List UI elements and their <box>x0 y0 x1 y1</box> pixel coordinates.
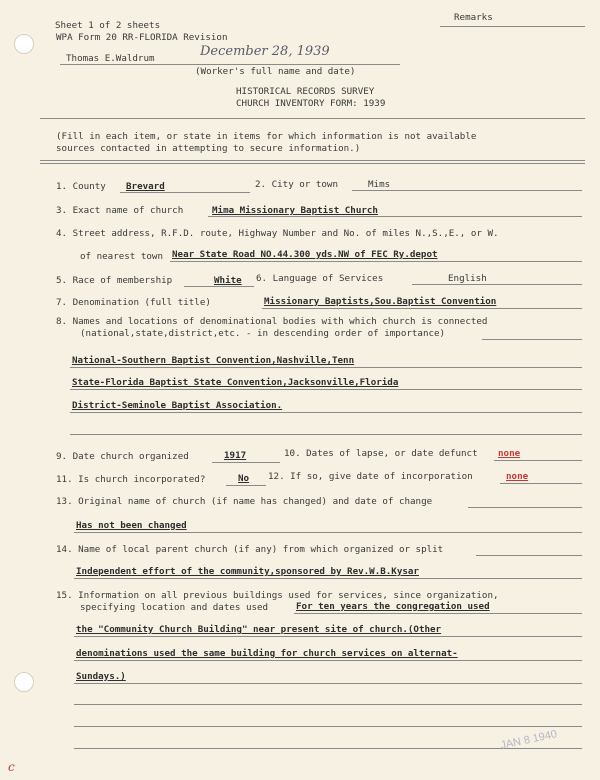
item-8-rule-4 <box>70 434 582 435</box>
sheet-number: Sheet 1 of 2 sheets <box>55 20 161 31</box>
item-2-rule <box>352 190 582 191</box>
item-2-value: Mims <box>368 179 391 190</box>
item-15-rule-3 <box>74 683 582 684</box>
item-15-value-line4: Sundays.) <box>76 671 126 682</box>
item-13-label: 13. Original name of church (if name has changed) and date of change <box>56 496 433 507</box>
item-15-rule-4 <box>74 704 582 705</box>
item-7-rule <box>262 308 582 309</box>
item-4-rule <box>170 261 582 262</box>
corner-pencil-mark: c <box>8 760 15 774</box>
item-6-value: English <box>448 273 487 284</box>
item-15-rule-2 <box>74 660 582 661</box>
item-3-value: Mima Missionary Baptist Church <box>212 205 378 216</box>
item-8-label-continued: (national,state,district,etc. - in descending order of importance) <box>80 328 446 339</box>
item-11-rule <box>226 485 266 486</box>
item-6-label: 6. Language of Services <box>256 273 384 284</box>
item-7-value: Missionary Baptists,Sou.Baptist Convention <box>264 296 497 307</box>
item-7-label: 7. Denomination (full title) <box>56 297 211 308</box>
item-13-value: Has not been changed <box>76 520 187 531</box>
item-8-rule-0 <box>482 339 582 340</box>
item-15-value-line2: the "Community Church Building" near present site of church.(Other <box>76 624 442 635</box>
item-15-value-line3: denominations used the same building for church services on alternat- <box>76 648 458 659</box>
item-12-value: none <box>506 471 529 482</box>
remarks-heading: Remarks <box>454 12 493 23</box>
item-10-value: none <box>498 448 521 459</box>
item-2-label: 2. City or town <box>255 179 338 190</box>
item-15-rule-1 <box>74 636 582 637</box>
item-5-rule <box>184 286 254 287</box>
form-title-line2: CHURCH INVENTORY FORM: 1939 <box>236 98 386 109</box>
item-8-rule-3 <box>70 412 582 413</box>
worker-caption: (Worker's full name and date) <box>195 66 356 77</box>
item-1-value: Brevard <box>126 181 165 192</box>
item-10-label: 10. Dates of lapse, or date defunct <box>284 448 478 459</box>
item-1-rule <box>120 192 250 193</box>
instructions-line2: sources contacted in attempting to secure information.) <box>56 143 361 154</box>
item-8-value-district: District-Seminole Baptist Association. <box>72 400 283 411</box>
item-6-rule <box>412 284 582 285</box>
item-8-rule-2 <box>70 389 582 390</box>
item-3-rule <box>208 216 582 217</box>
punch-hole-bottom <box>14 672 34 692</box>
item-4-value: Near State Road NO.44.300 yds.NW of FEC Ry.depot <box>172 249 438 260</box>
section-divider <box>40 160 585 164</box>
item-8-rule-1 <box>70 367 582 368</box>
instructions-line1: (Fill in each item, or state in items for which information is not available <box>56 131 477 142</box>
item-4-label: 4. Street address, R.F.D. route, Highway Number and No. of miles N.,S.,E., or W. <box>56 228 499 239</box>
item-14-label: 14. Name of local parent church (if any) from which organized or split <box>56 544 444 555</box>
item-11-label: 11. Is church incorporated? <box>56 474 206 485</box>
item-8-value-national: National-Southern Baptist Convention,Nashville,Tenn <box>72 355 355 366</box>
item-14-rule-0 <box>476 555 582 556</box>
item-12-rule <box>500 483 582 484</box>
item-5-value: White <box>214 275 242 286</box>
item-13-rule-0 <box>468 507 582 508</box>
item-8-value-state: State-Florida Baptist State Convention,Jacksonville,Florida <box>72 377 399 388</box>
item-10-rule <box>494 460 582 461</box>
item-15-label: 15. Information on all previous buildings used for services, since organization, <box>56 590 499 601</box>
item-15-label-continued: specifying location and dates used <box>80 602 269 613</box>
form-title-line1: HISTORICAL RECORDS SURVEY <box>236 86 375 97</box>
item-4-label-continued: of nearest town <box>80 251 163 262</box>
item-12-label: 12. If so, give date of incorporation <box>268 471 473 482</box>
item-8-label: 8. Names and locations of denominational bodies with which church is connected <box>56 316 488 327</box>
item-14-value: Independent effort of the community,sponsored by Rev.W.B.Kysar <box>76 566 419 577</box>
remarks-rule <box>440 26 585 27</box>
worker-rule <box>60 64 400 65</box>
form-number: WPA Form 20 RR-FLORIDA Revision <box>56 32 228 43</box>
item-3-label: 3. Exact name of church <box>56 205 184 216</box>
worker-date-handwritten: December 28, 1939 <box>200 44 330 59</box>
item-14-rule-1 <box>74 578 582 579</box>
item-9-rule <box>212 462 280 463</box>
worker-name: Thomas E.Waldrum <box>66 53 155 64</box>
received-stamp: JAN 8 1940 <box>499 728 559 752</box>
item-9-label: 9. Date church organized <box>56 451 189 462</box>
item-13-rule-1 <box>74 532 582 533</box>
item-11-value: No <box>238 473 250 484</box>
item-5-label: 5. Race of membership <box>56 275 173 286</box>
item-15-value-line1: For ten years the congregation used <box>296 601 490 612</box>
title-rule <box>40 118 585 119</box>
item-1-label: 1. County <box>56 181 106 192</box>
item-9-value: 1917 <box>224 450 247 461</box>
punch-hole-top <box>14 34 34 54</box>
item-15-rule-5 <box>74 726 582 727</box>
item-15-rule-0 <box>294 613 582 614</box>
